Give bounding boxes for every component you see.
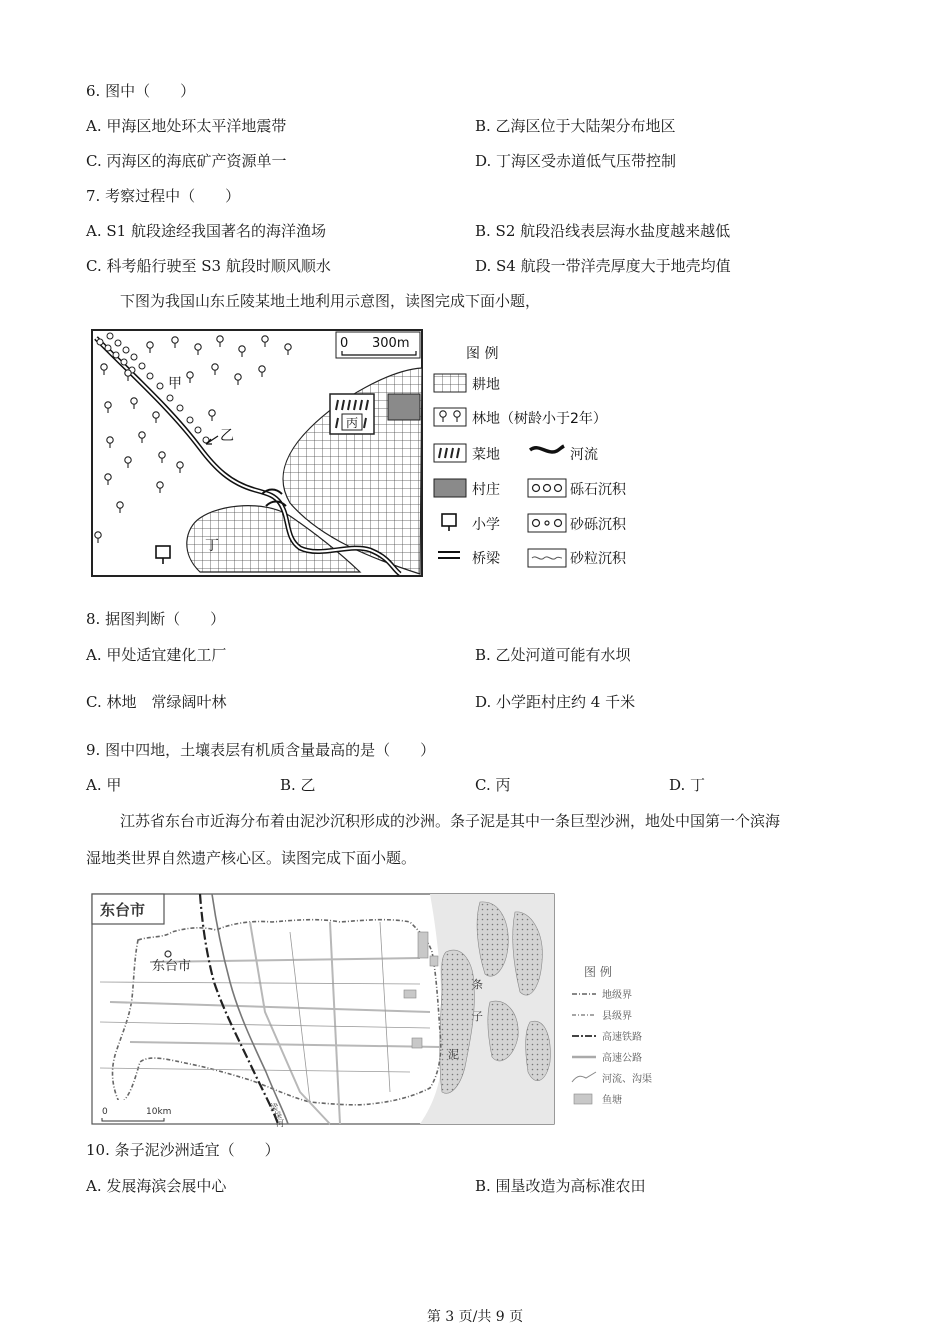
legend-farmland: 耕地 xyxy=(472,377,500,393)
q7-option-d: D. S4 航段一带洋壳厚度大于地壳均值 xyxy=(475,257,731,275)
q9-option-d: D. 丁 xyxy=(669,776,706,794)
sandbar-char-1: 条 xyxy=(472,978,483,991)
q8-option-c: C. 林地 常绿阔叶林 xyxy=(86,693,227,711)
sandbar-char-2: 子 xyxy=(472,1010,483,1023)
legend-sand-gravel: 砂砾沉积 xyxy=(570,517,626,533)
q6-option-c: C. 丙海区的海底矿产资源单一 xyxy=(86,152,287,170)
scale-zero: 0 xyxy=(340,336,349,351)
q9-option-b: B. 乙 xyxy=(280,776,316,794)
q6-stem: 6. 图中（ ） xyxy=(86,82,196,100)
q7-option-b: B. S2 航段沿线表层海水盐度越来越低 xyxy=(475,222,731,240)
scale2-10km: 10km xyxy=(146,1107,172,1117)
q7-option-c: C. 科考船行驶至 S3 航段时顺风顺水 xyxy=(86,257,331,275)
q8-option-a: A. 甲处适宜建化工厂 xyxy=(86,646,227,664)
legend-school: 小学 xyxy=(472,517,500,533)
page-footer: 第 3 页/共 9 页 xyxy=(426,1309,524,1325)
q8-option-b: B. 乙处河道可能有水坝 xyxy=(475,646,631,664)
legend-rivers: 河流、沟渠 xyxy=(602,1074,652,1085)
label-bing: 丙 xyxy=(345,416,359,430)
village xyxy=(388,394,420,420)
river-char-3: 河 xyxy=(276,1119,284,1128)
q10-option-b: B. 围垦改造为高标准农田 xyxy=(475,1177,646,1195)
intro-dongtai-line1: 江苏省东台市近海分布着由泥沙沉积形成的沙洲。条子泥是其中一条巨型沙洲，地处中国第一个滨海 xyxy=(120,812,781,830)
label-yi: 乙 xyxy=(220,428,234,444)
legend-fish-pond: 鱼塘 xyxy=(602,1095,622,1106)
q9-option-c: C. 丙 xyxy=(475,776,511,794)
city-label: 东台市 xyxy=(152,959,192,974)
legend-vegetable: 菜地 xyxy=(472,447,500,463)
legend-forest: 林地（树龄小于2年） xyxy=(472,411,607,427)
map2-legend-title: 图 例 xyxy=(584,965,612,979)
land-use-map xyxy=(90,328,640,578)
legend-expressway: 高速公路 xyxy=(602,1053,642,1064)
intro-land-use: 下图为我国山东丘陵某地土地利用示意图，读图完成下面小题， xyxy=(120,292,541,310)
river-char-2: 垛 xyxy=(274,1111,282,1120)
q7-stem: 7. 考察过程中（ ） xyxy=(86,187,241,205)
legend-gravel: 砾石沉积 xyxy=(570,482,626,498)
q8-option-d: D. 小学距村庄约 4 千米 xyxy=(475,693,636,711)
legend-title: 图 例 xyxy=(466,346,499,362)
q6-option-d: D. 丁海区受赤道低气压带控制 xyxy=(475,152,677,170)
q10-stem: 10. 条子泥沙洲适宜（ ） xyxy=(86,1141,280,1159)
legend-village: 村庄 xyxy=(472,482,500,498)
city-marker xyxy=(165,951,171,957)
legend-county-boundary: 县级界 xyxy=(602,1011,632,1022)
legend-sand: 砂粒沉积 xyxy=(570,551,626,567)
dongtai-map xyxy=(90,892,670,1128)
q8-stem: 8. 据图判断（ ） xyxy=(86,610,226,628)
sandbar-char-3: 泥 xyxy=(448,1048,459,1061)
q10-option-a: A. 发展海滨会展中心 xyxy=(86,1177,227,1195)
legend-high-speed-rail: 高速铁路 xyxy=(602,1032,642,1043)
intro-dongtai-line2: 湿地类世界自然遗产核心区。读图完成下面小题。 xyxy=(86,849,417,867)
q9-option-a: A. 甲 xyxy=(86,776,122,794)
legend-bridge: 桥梁 xyxy=(472,551,500,567)
river-char-1: 梁 xyxy=(270,1103,278,1112)
scale-300m: 300m xyxy=(372,336,410,351)
legend-prefecture-boundary: 地级界 xyxy=(602,990,632,1001)
scale2-zero: 0 xyxy=(102,1107,108,1117)
q6-option-a: A. 甲海区地处环太平洋地震带 xyxy=(86,117,287,135)
q9-stem: 9. 图中四地，土壤表层有机质含量最高的是（ ） xyxy=(86,741,436,759)
label-ding: 丁 xyxy=(205,538,219,554)
map-title: 东台市 xyxy=(100,901,146,919)
q6-option-b: B. 乙海区位于大陆架分布地区 xyxy=(475,117,676,135)
q7-option-a: A. S1 航段途经我国著名的海洋渔场 xyxy=(86,222,326,240)
label-jia: 甲 xyxy=(168,376,182,392)
legend-river: 河流 xyxy=(570,447,598,463)
